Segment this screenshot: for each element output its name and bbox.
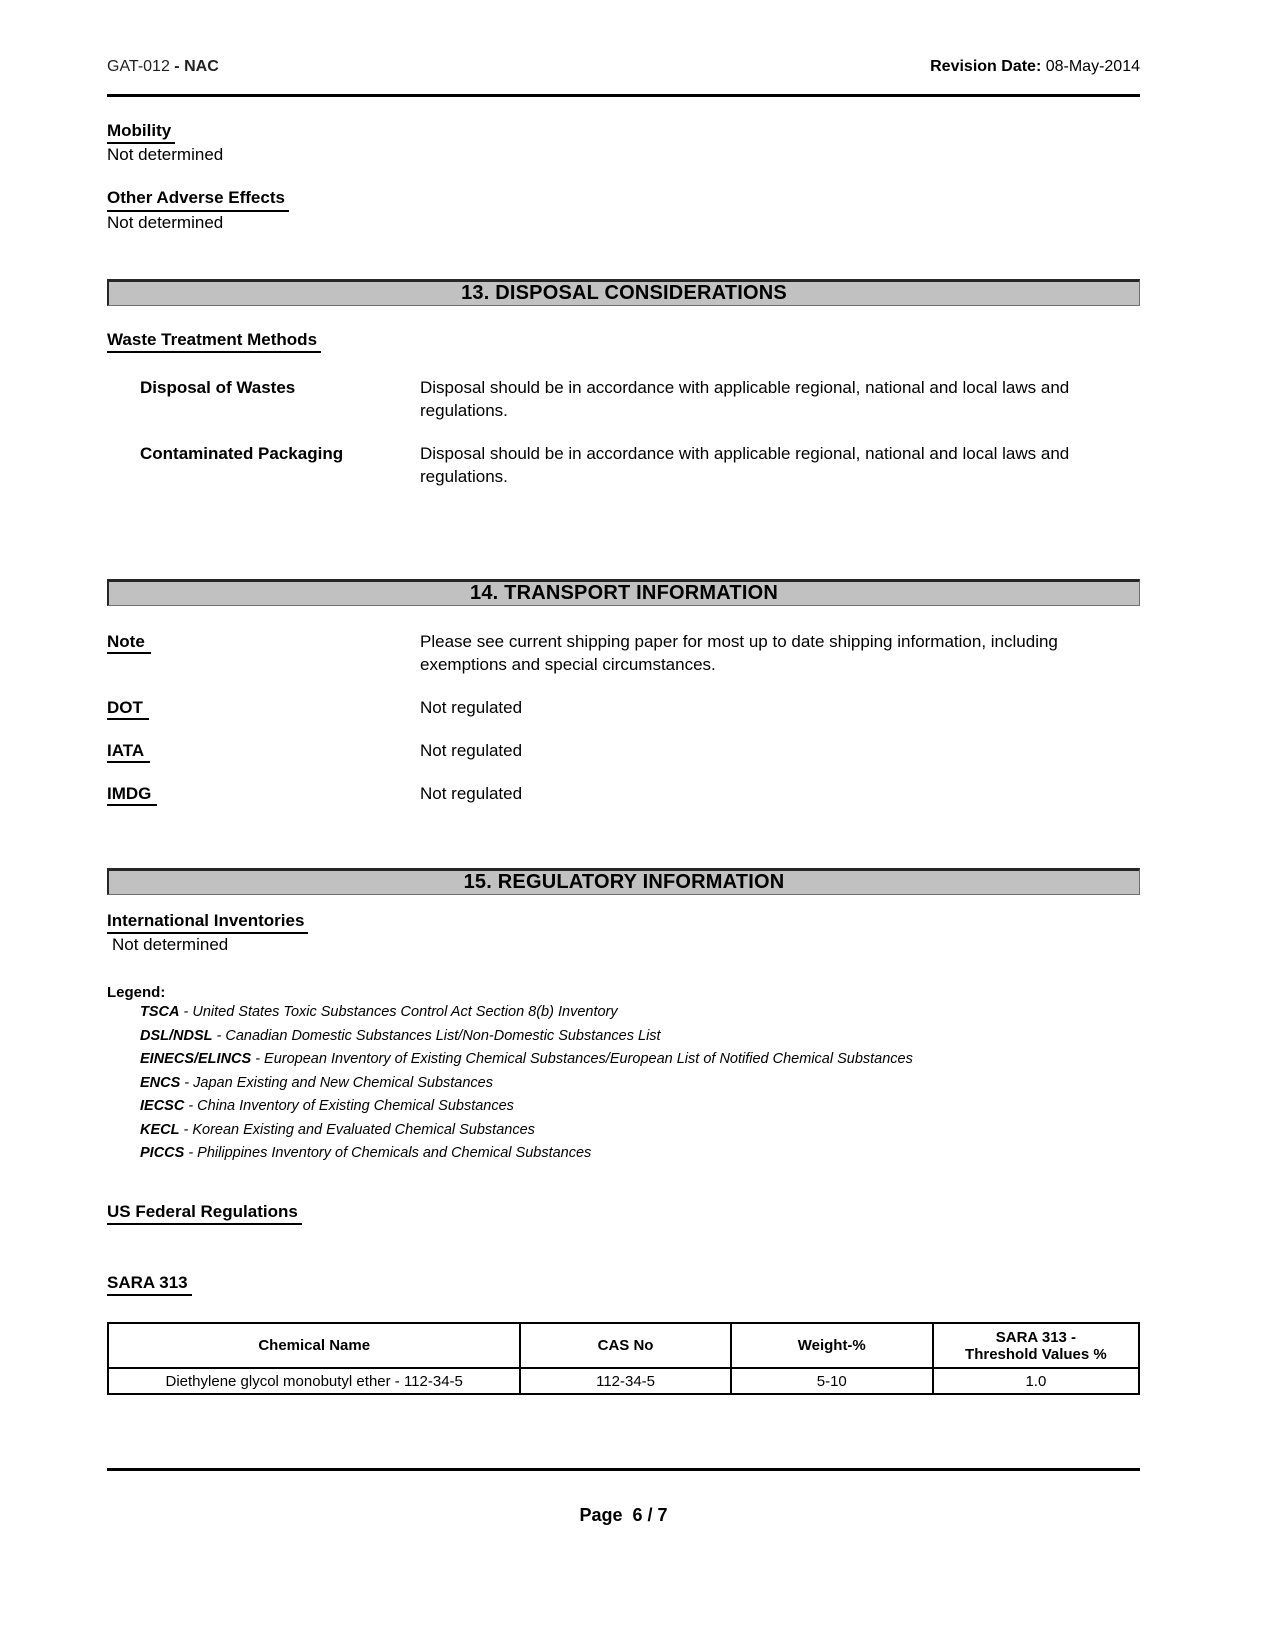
dot-label-text: DOT <box>107 698 149 720</box>
legend-desc: - China Inventory of Existing Chemical Substances <box>188 1098 514 1115</box>
cell-sara-threshold: 1.0 <box>933 1368 1139 1394</box>
dot-text: Not regulated <box>420 697 523 717</box>
legend-list <box>140 1001 1140 1165</box>
revision-date-label: Revision Date: <box>930 58 1042 75</box>
cell-cas-no: 112-34-5 <box>520 1368 730 1394</box>
legend-item-iecsc <box>140 1095 1140 1118</box>
section-14-header-bar <box>107 579 1140 606</box>
other-adverse-effects-heading: Other Adverse Effects <box>107 188 289 211</box>
iata-row <box>107 740 1140 763</box>
imdg-label <box>107 783 387 806</box>
legend-item-tsca <box>140 1001 1140 1024</box>
col-header-cas-no: CAS No <box>520 1323 730 1368</box>
revision-date <box>930 58 1140 76</box>
section-15-title: 15. REGULATORY INFORMATION <box>463 870 785 893</box>
legend-item-piccs <box>140 1142 1140 1165</box>
col-header-weight-pct: Weight-% <box>731 1323 933 1368</box>
sara-313-heading: SARA 313 <box>107 1273 192 1296</box>
waste-treatment-methods-heading: Waste Treatment Methods <box>107 330 321 353</box>
legend-desc: - United States Toxic Substances Control Act Section 8(b) Inventory <box>183 1004 618 1021</box>
contaminated-packaging-label: Contaminated Packaging <box>140 444 344 464</box>
legend-abbr: DSL/NDSL <box>140 1027 213 1044</box>
disposal-of-wastes-text: Disposal should be in accordance with applicable regional, national and local laws and regulations. <box>420 378 1070 421</box>
other-adverse-effects-value: Not determined <box>107 212 224 232</box>
legend-abbr: IECSC <box>140 1098 185 1115</box>
legend-abbr: KECL <box>140 1121 180 1138</box>
legend-abbr: EINECS/ELINCS <box>140 1051 252 1068</box>
imdg-label-text: IMDG <box>107 784 157 806</box>
note-row <box>107 631 1140 677</box>
dot-label <box>107 697 387 720</box>
legend-item-encs <box>140 1072 1140 1095</box>
sara-table-header-row <box>108 1323 1139 1368</box>
contaminated-packaging-text: Disposal should be in accordance with applicable regional, national and local laws and regulations. <box>420 444 1070 487</box>
col-header-sara-threshold: SARA 313 - Threshold Values % <box>933 1323 1139 1368</box>
legend-abbr: TSCA <box>140 1004 180 1021</box>
page-number: Page 6 / 7 <box>579 1505 668 1526</box>
doc-id-text: GAT-012 <box>107 58 170 75</box>
disposal-of-wastes-label: Disposal of Wastes <box>140 378 296 398</box>
header-divider <box>107 94 1140 97</box>
international-inventories-value: Not determined <box>112 935 229 955</box>
legend-desc: - Canadian Domestic Substances List/Non-Domestic Substances List <box>216 1027 661 1044</box>
document-id <box>107 58 219 76</box>
us-federal-regulations-heading: US Federal Regulations <box>107 1202 302 1225</box>
product-code: NAC <box>184 58 219 75</box>
cell-weight-pct: 5-10 <box>731 1368 933 1394</box>
doc-id-separator: - <box>174 58 180 75</box>
iata-label <box>107 740 387 763</box>
legend-item-einecs-elincs <box>140 1048 1140 1071</box>
footer-divider <box>107 1468 1140 1471</box>
note-text: Please see current shipping paper for most up to date shipping information, including exemptions and special circumstances. <box>420 632 1058 675</box>
note-label-text: Note <box>107 632 151 654</box>
table-row <box>108 1368 1139 1394</box>
sara-313-table <box>107 1322 1140 1395</box>
legend-item-kecl <box>140 1119 1140 1142</box>
legend-desc: - European Inventory of Existing Chemical Substances/European List of Notified Chemical Substances <box>255 1051 913 1068</box>
legend-desc: - Japan Existing and New Chemical Substances <box>184 1074 493 1091</box>
section-14-title: 14. TRANSPORT INFORMATION <box>470 582 778 605</box>
iata-text: Not regulated <box>420 740 523 760</box>
mobility-heading: Mobility <box>107 121 175 144</box>
note-label <box>107 631 387 654</box>
cell-chemical-name: Diethylene glycol monobutyl ether - 112-34-5 <box>108 1368 520 1394</box>
section-13-title: 13. DISPOSAL CONSIDERATIONS <box>461 281 787 304</box>
legend-desc: - Korean Existing and Evaluated Chemical Substances <box>183 1121 535 1138</box>
legend-abbr: ENCS <box>140 1074 181 1091</box>
legend-desc: - Philippines Inventory of Chemicals and Chemical Substances <box>188 1145 592 1162</box>
disposal-of-wastes-row <box>107 377 1140 423</box>
legend-abbr: PICCS <box>140 1145 185 1162</box>
section-15-header-bar <box>107 868 1140 895</box>
legend-label: Legend: <box>107 984 166 1002</box>
section-13-header-bar <box>107 279 1140 306</box>
col-header-chemical-name: Chemical Name <box>108 1323 520 1368</box>
revision-date-value: 08-May-2014 <box>1045 58 1140 75</box>
page-header <box>107 58 1140 76</box>
imdg-row <box>107 783 1140 806</box>
mobility-value: Not determined <box>107 145 224 165</box>
imdg-text: Not regulated <box>420 783 523 803</box>
dot-row <box>107 697 1140 720</box>
legend-item-dsl-ndsl <box>140 1025 1140 1048</box>
international-inventories-heading: International Inventories <box>107 911 308 934</box>
iata-label-text: IATA <box>107 741 150 763</box>
contaminated-packaging-row <box>107 443 1140 489</box>
